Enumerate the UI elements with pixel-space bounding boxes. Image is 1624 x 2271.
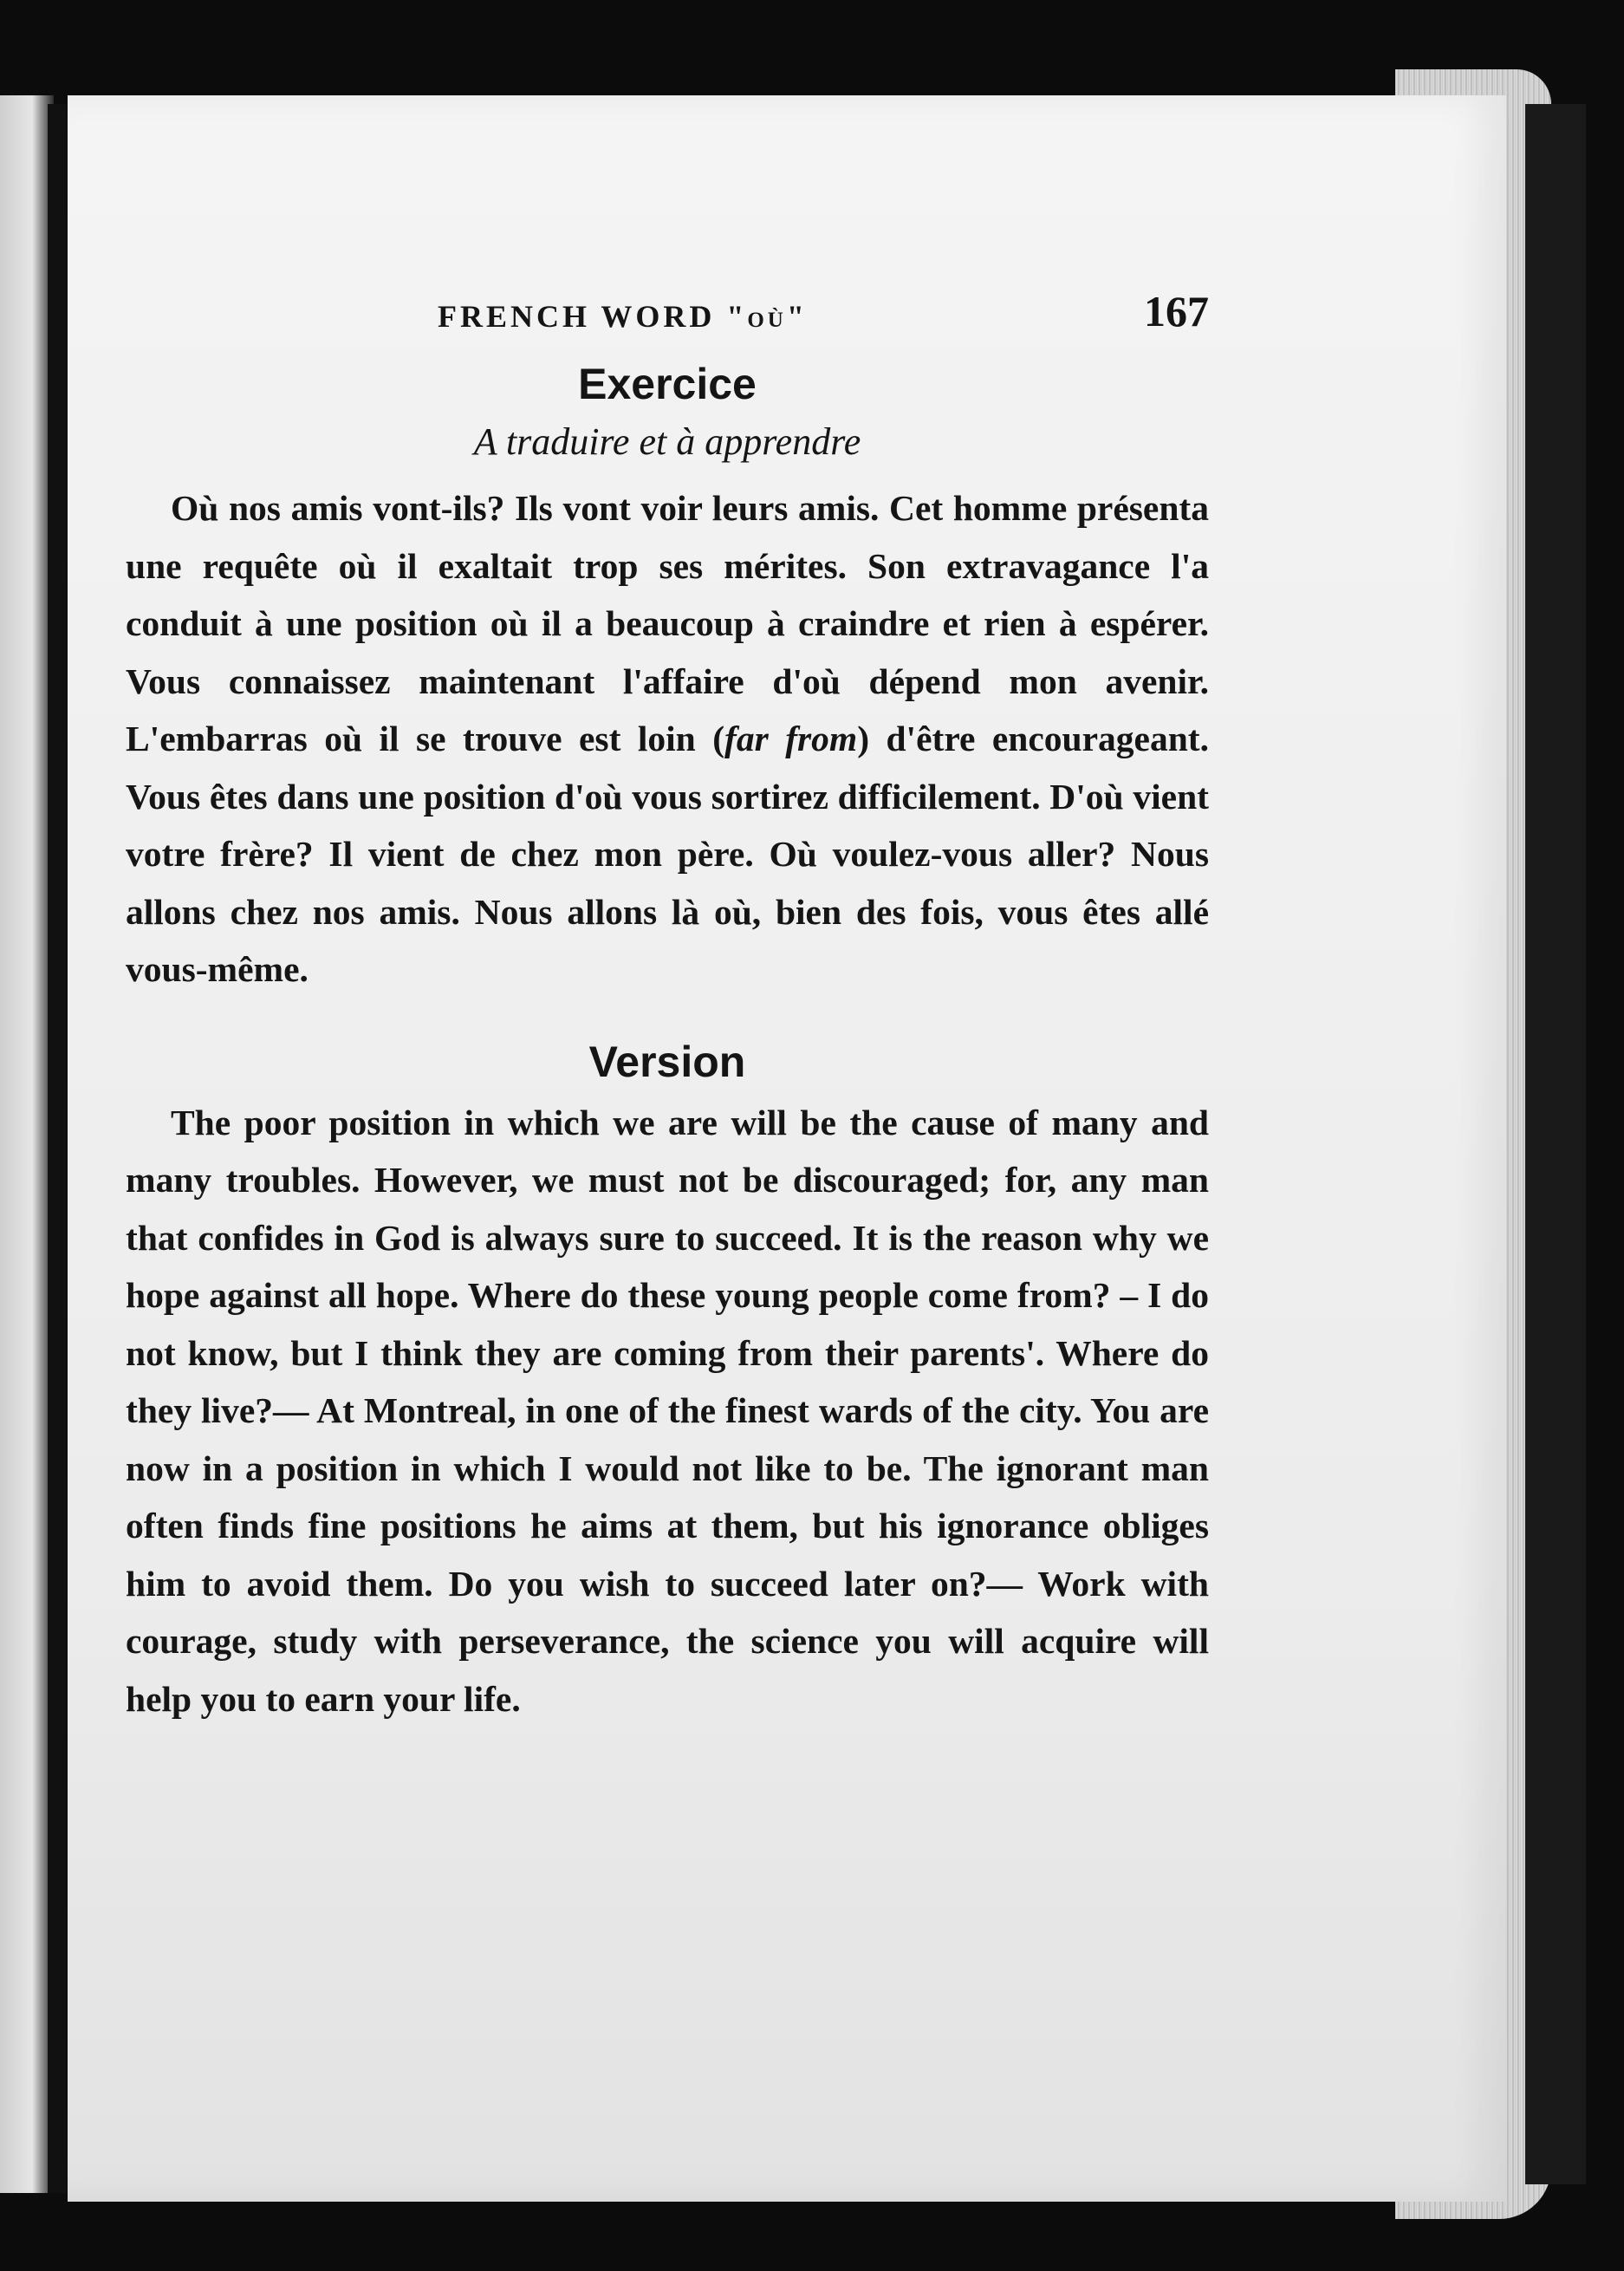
book-spine xyxy=(48,104,67,2193)
page-number: 167 xyxy=(1144,287,1209,335)
left-page-edge xyxy=(0,95,54,2193)
version-paragraph: The poor position in which we are will be the cause of many and many troubles. However, we must not be discouraged; for, any man that confides in God is always sure to succeed. It is the reason why we hope against all hope. Where do these young people come from? – I do not know, but I think they are coming from their parents'. Where do they live?— At Montreal, in one of the finest wards of the city. You are now in a position in which I would not like to be. The ignorant man often finds fine positions he aims at them, but his ignorance obliges him to avoid them. Do you wish to succeed later on?— Work with courage, study with perseverance, the science you will acquire will help you to earn your life. xyxy=(126,1102,1209,1719)
exercise-text-after: ) d'être encourageant. Vous êtes dans une position d'où vous sortirez difficilement. D'où vient votre frère? Il vient de chez mon père. Où voulez-vous aller? Nous allons chez nos amis. Nous allons là où, bien des fois, vous êtes allé vous-même. xyxy=(126,719,1209,989)
page-content xyxy=(126,286,1209,1728)
exercise-text-italic: far from xyxy=(724,719,858,758)
exercise-title: Exercice xyxy=(578,360,757,408)
book-cover-edge xyxy=(1525,104,1586,2184)
exercise-subtitle: A traduire et à apprendre xyxy=(473,420,861,463)
exercise-paragraph xyxy=(126,479,1209,999)
running-head xyxy=(126,286,1209,347)
version-title: Version xyxy=(588,1037,746,1086)
exercise-text-before: Où nos amis vont-ils? Ils vont voir leurs amis. Cet homme présenta une requête où il exaltait trop ses mérites. Son extravagance l'a conduit à une position où il a beaucoup à craindre et rien à espérer. Vous connaissez maintenant l'affaire d'où dépend mon avenir. L'embarras où il se trouve est loin ( xyxy=(126,488,1209,758)
running-head-title: FRENCH WORD "où" xyxy=(438,299,808,334)
